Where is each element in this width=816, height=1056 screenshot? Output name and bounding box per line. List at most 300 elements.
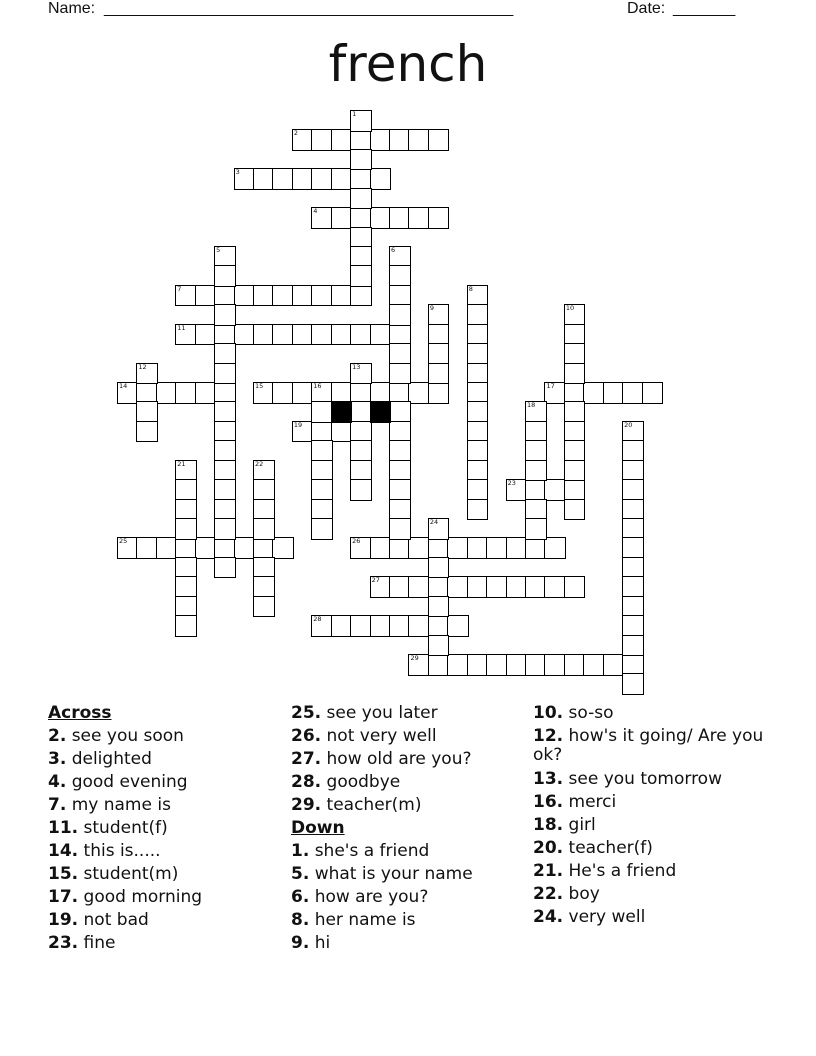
grid-cell[interactable] — [389, 382, 411, 404]
grid-cell[interactable] — [272, 168, 294, 190]
clue-item — [533, 860, 773, 883]
grid-cell[interactable] — [331, 324, 353, 346]
grid-cell[interactable] — [214, 265, 236, 287]
clue-number: 21 — [177, 459, 186, 468]
clue-text: my name is — [66, 795, 171, 815]
grid-cell[interactable] — [506, 576, 528, 598]
grid-cell[interactable] — [331, 382, 353, 404]
grid-cell[interactable] — [311, 207, 333, 229]
grid-cell[interactable] — [583, 654, 605, 676]
grid-cell[interactable] — [234, 537, 256, 559]
grid-cell[interactable] — [175, 324, 197, 346]
grid-cell[interactable] — [467, 499, 489, 521]
grid-cell[interactable] — [175, 499, 197, 521]
grid-cell[interactable] — [389, 401, 411, 423]
grid-cell[interactable] — [350, 129, 372, 151]
grid-cell[interactable] — [175, 537, 197, 559]
grid-cell[interactable] — [389, 129, 411, 151]
grid-cell[interactable] — [311, 460, 333, 482]
grid-cell[interactable] — [622, 596, 644, 618]
grid-cell[interactable] — [642, 382, 664, 404]
grid-cell[interactable] — [234, 324, 256, 346]
grid-cell[interactable] — [214, 246, 236, 268]
grid-cell[interactable] — [428, 615, 450, 637]
clue-number-label: 28. — [291, 772, 322, 792]
grid-cell[interactable] — [525, 401, 547, 423]
grid-cell[interactable] — [447, 615, 469, 637]
grid-cell[interactable] — [603, 654, 625, 676]
clue-text: she's a friend — [309, 841, 430, 861]
grid-cell[interactable] — [428, 304, 450, 326]
grid-cell[interactable] — [292, 382, 314, 404]
grid-cell[interactable] — [408, 654, 430, 676]
clue-text: good morning — [78, 887, 203, 907]
grid-cell[interactable] — [622, 557, 644, 579]
clue-number-label: 15. — [48, 864, 79, 884]
grid-cell[interactable] — [467, 343, 489, 365]
grid-cell[interactable] — [311, 285, 333, 307]
grid-cell[interactable] — [350, 207, 372, 229]
grid-cell[interactable] — [564, 343, 586, 365]
grid-cell[interactable] — [175, 479, 197, 501]
grid-cell[interactable] — [311, 324, 333, 346]
grid-cell[interactable] — [544, 654, 566, 676]
grid-cell[interactable] — [506, 479, 528, 501]
grid-cell[interactable] — [195, 382, 217, 404]
grid-cell[interactable] — [467, 576, 489, 598]
date-label: Date: — [627, 0, 666, 17]
grid-cell[interactable] — [622, 635, 644, 657]
clue-number-label: 27. — [291, 749, 322, 769]
grid-cell[interactable] — [350, 537, 372, 559]
grid-cell[interactable] — [622, 615, 644, 637]
grid-cell[interactable] — [195, 324, 217, 346]
grid-cell[interactable] — [467, 654, 489, 676]
name-label: Name: — [48, 0, 96, 17]
grid-cell[interactable] — [292, 285, 314, 307]
clue-number: 16 — [313, 382, 322, 391]
grid-cell[interactable] — [311, 401, 333, 423]
grid-cell[interactable] — [331, 207, 353, 229]
grid-cell[interactable] — [311, 479, 333, 501]
grid-cell[interactable] — [408, 382, 430, 404]
grid-cell[interactable] — [253, 382, 275, 404]
grid-cell[interactable] — [389, 576, 411, 598]
grid-cell[interactable] — [389, 265, 411, 287]
grid-cell[interactable] — [408, 129, 430, 151]
grid-cell[interactable] — [467, 324, 489, 346]
clue-item — [48, 863, 202, 886]
grid-cell[interactable] — [525, 654, 547, 676]
grid-cell[interactable] — [428, 382, 450, 404]
clue-item — [291, 863, 473, 886]
header — [48, 0, 768, 22]
grid-cell[interactable] — [136, 421, 158, 443]
grid-cell[interactable] — [389, 440, 411, 462]
grid-cell[interactable] — [428, 596, 450, 618]
clue-text: student(f) — [78, 818, 168, 838]
grid-cell[interactable] — [311, 168, 333, 190]
grid-cell[interactable] — [408, 207, 430, 229]
grid-cell[interactable] — [583, 382, 605, 404]
grid-cell[interactable] — [564, 576, 586, 598]
grid-cell[interactable] — [350, 363, 372, 385]
grid-cell[interactable] — [622, 421, 644, 443]
grid-cell[interactable] — [253, 168, 275, 190]
grid-cell[interactable] — [389, 324, 411, 346]
clue-number: 24 — [429, 518, 439, 527]
grid-cell[interactable] — [467, 363, 489, 385]
grid-cell[interactable] — [467, 421, 489, 443]
grid-cell[interactable] — [622, 479, 644, 501]
clue-item — [291, 840, 473, 863]
grid-cell[interactable] — [156, 537, 178, 559]
grid-cell[interactable] — [331, 168, 353, 190]
grid-cell[interactable] — [564, 363, 586, 385]
grid-cell[interactable] — [389, 537, 411, 559]
grid-cell[interactable] — [175, 518, 197, 540]
grid-cell[interactable] — [428, 207, 450, 229]
grid-cell[interactable] — [603, 382, 625, 404]
clue-number: 1 — [352, 110, 357, 118]
grid-cell[interactable] — [350, 615, 372, 637]
grid-cell[interactable] — [389, 343, 411, 365]
grid-cell[interactable] — [214, 382, 236, 404]
grid-cell[interactable] — [544, 479, 566, 501]
clue-number: 9 — [429, 304, 435, 313]
grid-cell[interactable] — [428, 518, 450, 540]
clue-number: 10 — [565, 304, 575, 313]
clue-item — [533, 837, 773, 860]
grid-cell[interactable] — [350, 246, 372, 268]
grid-cell[interactable] — [389, 460, 411, 482]
clue-number: 29 — [410, 654, 419, 663]
clue-number-label: 8. — [291, 910, 310, 930]
grid-cell[interactable] — [622, 440, 644, 462]
grid-cell[interactable] — [428, 343, 450, 365]
grid-cell[interactable] — [389, 304, 411, 326]
grid-cell[interactable] — [175, 576, 197, 598]
clue-item — [48, 794, 202, 817]
grid-cell[interactable] — [350, 479, 372, 501]
grid-cell[interactable] — [370, 537, 392, 559]
grid-cell[interactable] — [292, 421, 314, 443]
grid-cell[interactable] — [525, 576, 547, 598]
grid-cell[interactable] — [428, 635, 450, 657]
clue-number-label: 9. — [291, 933, 310, 953]
grid-cell[interactable] — [214, 285, 236, 307]
grid-cell[interactable] — [214, 421, 236, 443]
grid-cell[interactable] — [564, 479, 586, 501]
grid-cell[interactable] — [311, 129, 333, 151]
grid-cell[interactable] — [214, 304, 236, 326]
grid-cell[interactable] — [389, 421, 411, 443]
grid-cell[interactable] — [467, 304, 489, 326]
grid-cell[interactable] — [525, 537, 547, 559]
grid-cell[interactable] — [564, 654, 586, 676]
grid-cell[interactable] — [622, 537, 644, 559]
clue-item — [291, 794, 473, 817]
grid-cell[interactable] — [525, 499, 547, 521]
grid-cell[interactable] — [544, 382, 566, 404]
grid-cell[interactable] — [564, 421, 586, 443]
clue-number-label: 11. — [48, 818, 79, 838]
page-title: french — [328, 35, 488, 93]
grid-cell[interactable] — [525, 518, 547, 540]
grid-cell[interactable] — [467, 479, 489, 501]
grid-cell[interactable] — [136, 537, 158, 559]
grid-cell[interactable] — [195, 537, 217, 559]
grid-cell[interactable] — [389, 615, 411, 637]
grid-cell[interactable] — [467, 460, 489, 482]
grid-cell[interactable] — [175, 460, 197, 482]
grid-cell[interactable] — [428, 557, 450, 579]
grid-cell[interactable] — [331, 285, 353, 307]
grid-cell[interactable] — [253, 479, 275, 501]
clue-text: He's a friend — [563, 861, 677, 881]
grid-cell[interactable] — [253, 499, 275, 521]
grid-cell[interactable] — [253, 518, 275, 540]
grid-cell[interactable] — [389, 246, 411, 268]
grid-cell[interactable] — [214, 499, 236, 521]
grid-cell[interactable] — [447, 654, 469, 676]
clue-number: 17 — [546, 382, 555, 391]
grid-cell[interactable] — [214, 537, 236, 559]
grid-cell[interactable] — [175, 382, 197, 404]
grid-cell[interactable] — [486, 537, 508, 559]
grid-cell[interactable] — [350, 188, 372, 210]
clue-column-3 — [533, 702, 773, 929]
grid-cell[interactable] — [350, 227, 372, 249]
clue-item — [533, 814, 773, 837]
clue-text: girl — [563, 815, 596, 835]
grid-cell[interactable] — [350, 324, 372, 346]
grid-cell[interactable] — [370, 207, 392, 229]
grid-cell[interactable] — [370, 382, 392, 404]
clue-number-label: 20. — [533, 838, 564, 858]
grid-cell[interactable] — [292, 129, 314, 151]
clue-text: so-so — [563, 703, 614, 723]
grid-cell[interactable] — [622, 460, 644, 482]
date-line[interactable]: _______ — [673, 0, 736, 17]
grid-cell[interactable] — [428, 363, 450, 385]
grid-cell[interactable] — [408, 576, 430, 598]
grid-cell[interactable] — [370, 324, 392, 346]
grid-cell[interactable] — [447, 576, 469, 598]
grid-cell[interactable] — [350, 168, 372, 190]
clue-item — [291, 932, 473, 955]
grid-cell[interactable] — [622, 654, 644, 676]
clue-text: very well — [563, 907, 646, 927]
grid-cell[interactable] — [506, 654, 528, 676]
clue-text: see you soon — [66, 726, 184, 746]
clue-item — [48, 932, 202, 955]
grid-cell[interactable] — [350, 285, 372, 307]
grid-cell[interactable] — [117, 537, 139, 559]
grid-cell[interactable] — [175, 557, 197, 579]
grid-cell[interactable] — [234, 168, 256, 190]
grid-cell[interactable] — [389, 518, 411, 540]
grid-cell[interactable] — [350, 460, 372, 482]
grid-cell[interactable] — [253, 537, 275, 559]
grid-cell[interactable] — [622, 499, 644, 521]
grid-cell[interactable] — [544, 537, 566, 559]
grid-cell[interactable] — [564, 499, 586, 521]
grid-cell[interactable] — [350, 421, 372, 443]
grid-cell[interactable] — [175, 285, 197, 307]
clue-number-label: 16. — [533, 792, 564, 812]
clue-number: 20 — [624, 420, 633, 429]
grid-cell[interactable] — [311, 421, 333, 443]
grid-cell[interactable] — [311, 499, 333, 521]
grid-cell[interactable] — [564, 440, 586, 462]
grid-cell[interactable] — [311, 518, 333, 540]
grid-cell[interactable] — [214, 363, 236, 385]
grid-cell[interactable] — [622, 382, 644, 404]
grid-cell[interactable] — [428, 129, 450, 151]
grid-cell[interactable] — [525, 460, 547, 482]
grid-cell[interactable] — [350, 149, 372, 171]
grid-cell[interactable] — [136, 382, 158, 404]
grid-cell[interactable] — [467, 440, 489, 462]
grid-cell[interactable] — [292, 168, 314, 190]
clue-number: 19 — [293, 420, 303, 429]
grid-cell[interactable] — [350, 440, 372, 462]
grid-cell[interactable] — [253, 285, 275, 307]
clue-number: 13 — [352, 362, 361, 371]
grid-cell[interactable] — [331, 129, 353, 151]
clue-item — [533, 906, 773, 929]
clue-item — [291, 909, 473, 932]
grid-cell[interactable] — [350, 265, 372, 287]
grid-cell[interactable] — [214, 401, 236, 423]
grid-cell[interactable] — [156, 382, 178, 404]
grid-cell[interactable] — [370, 168, 392, 190]
clue-item — [48, 725, 202, 748]
clue-item — [533, 727, 773, 765]
grid-cell[interactable] — [175, 596, 197, 618]
grid-cell[interactable] — [311, 440, 333, 462]
grid-cell[interactable] — [214, 557, 236, 579]
clue-number-label: 10. — [533, 703, 564, 723]
grid-cell[interactable] — [253, 460, 275, 482]
grid-cell[interactable] — [214, 440, 236, 462]
grid-cell[interactable] — [272, 324, 294, 346]
grid-cell[interactable] — [292, 324, 314, 346]
grid-cell[interactable] — [214, 343, 236, 365]
grid-cell[interactable] — [564, 460, 586, 482]
grid-cell[interactable] — [389, 285, 411, 307]
grid-cell[interactable] — [389, 499, 411, 521]
grid-cell[interactable] — [370, 576, 392, 598]
grid-cell[interactable] — [564, 304, 586, 326]
grid-cell[interactable] — [622, 673, 644, 695]
grid-cell[interactable] — [506, 537, 528, 559]
grid-cell[interactable] — [408, 615, 430, 637]
grid-cell[interactable] — [564, 382, 586, 404]
grid-cell[interactable] — [272, 285, 294, 307]
clue-number: 18 — [527, 401, 536, 410]
grid-cell[interactable] — [234, 285, 256, 307]
grid-cell[interactable] — [253, 557, 275, 579]
grid-cell[interactable] — [331, 615, 353, 637]
grid-cell[interactable] — [253, 596, 275, 618]
clue-text: not bad — [78, 910, 149, 930]
grid-cell[interactable] — [331, 421, 353, 443]
grid-cell[interactable] — [564, 324, 586, 346]
grid-cell[interactable] — [428, 576, 450, 598]
grid-cell[interactable] — [525, 440, 547, 462]
grid-cell[interactable] — [428, 654, 450, 676]
grid-cell[interactable] — [389, 363, 411, 385]
clue-text: see you later — [321, 703, 438, 723]
grid-cell[interactable] — [467, 382, 489, 404]
grid-cell[interactable] — [311, 382, 333, 404]
clue-item — [48, 909, 202, 932]
grid-cell[interactable] — [272, 537, 294, 559]
grid-cell[interactable] — [350, 382, 372, 404]
clue-number-label: 14. — [48, 841, 79, 861]
grid-cell[interactable] — [370, 615, 392, 637]
grid-cell[interactable] — [544, 576, 566, 598]
grid-cell[interactable] — [214, 460, 236, 482]
clue-number-label: 2. — [48, 726, 67, 746]
grid-cell[interactable] — [622, 576, 644, 598]
grid-cell[interactable] — [175, 615, 197, 637]
name-line[interactable]: ______________________________________________ — [104, 0, 514, 17]
grid-cell[interactable] — [622, 518, 644, 540]
grid-cell[interactable] — [408, 537, 430, 559]
grid-cell[interactable] — [214, 324, 236, 346]
grid-cell[interactable] — [370, 129, 392, 151]
clue-number: 7 — [177, 284, 182, 293]
grid-cell[interactable] — [564, 401, 586, 423]
clue-number: 14 — [119, 382, 128, 391]
grid-cell[interactable] — [253, 324, 275, 346]
grid-cell[interactable] — [389, 479, 411, 501]
grid-cell[interactable] — [311, 615, 333, 637]
grid-cell[interactable] — [467, 285, 489, 307]
grid-cell[interactable] — [214, 479, 236, 501]
grid-cell[interactable] — [389, 207, 411, 229]
clue-number: 11 — [177, 323, 186, 332]
clue-number: 15 — [255, 382, 264, 391]
grid-cell[interactable] — [467, 401, 489, 423]
grid-cell[interactable] — [350, 110, 372, 132]
grid-cell[interactable] — [486, 654, 508, 676]
grid-cell[interactable] — [428, 537, 450, 559]
clue-number: 23 — [507, 479, 516, 488]
grid-cell[interactable] — [195, 285, 217, 307]
grid-cell[interactable] — [253, 576, 275, 598]
grid-cell[interactable] — [136, 363, 158, 385]
grid-cell[interactable] — [486, 576, 508, 598]
grid-cell[interactable] — [136, 401, 158, 423]
grid-cell[interactable] — [350, 401, 372, 423]
clue-item — [533, 883, 773, 906]
clue-text: not very well — [321, 726, 437, 746]
grid-cell[interactable] — [428, 324, 450, 346]
grid-cell[interactable] — [467, 537, 489, 559]
grid-cell[interactable] — [525, 479, 547, 501]
grid-cell[interactable] — [214, 518, 236, 540]
clue-text: good evening — [66, 772, 188, 792]
grid-cell[interactable] — [525, 421, 547, 443]
clue-text: fine — [78, 933, 116, 953]
grid-cell[interactable] — [117, 382, 139, 404]
grid-cell[interactable] — [447, 537, 469, 559]
grid-cell[interactable] — [272, 382, 294, 404]
